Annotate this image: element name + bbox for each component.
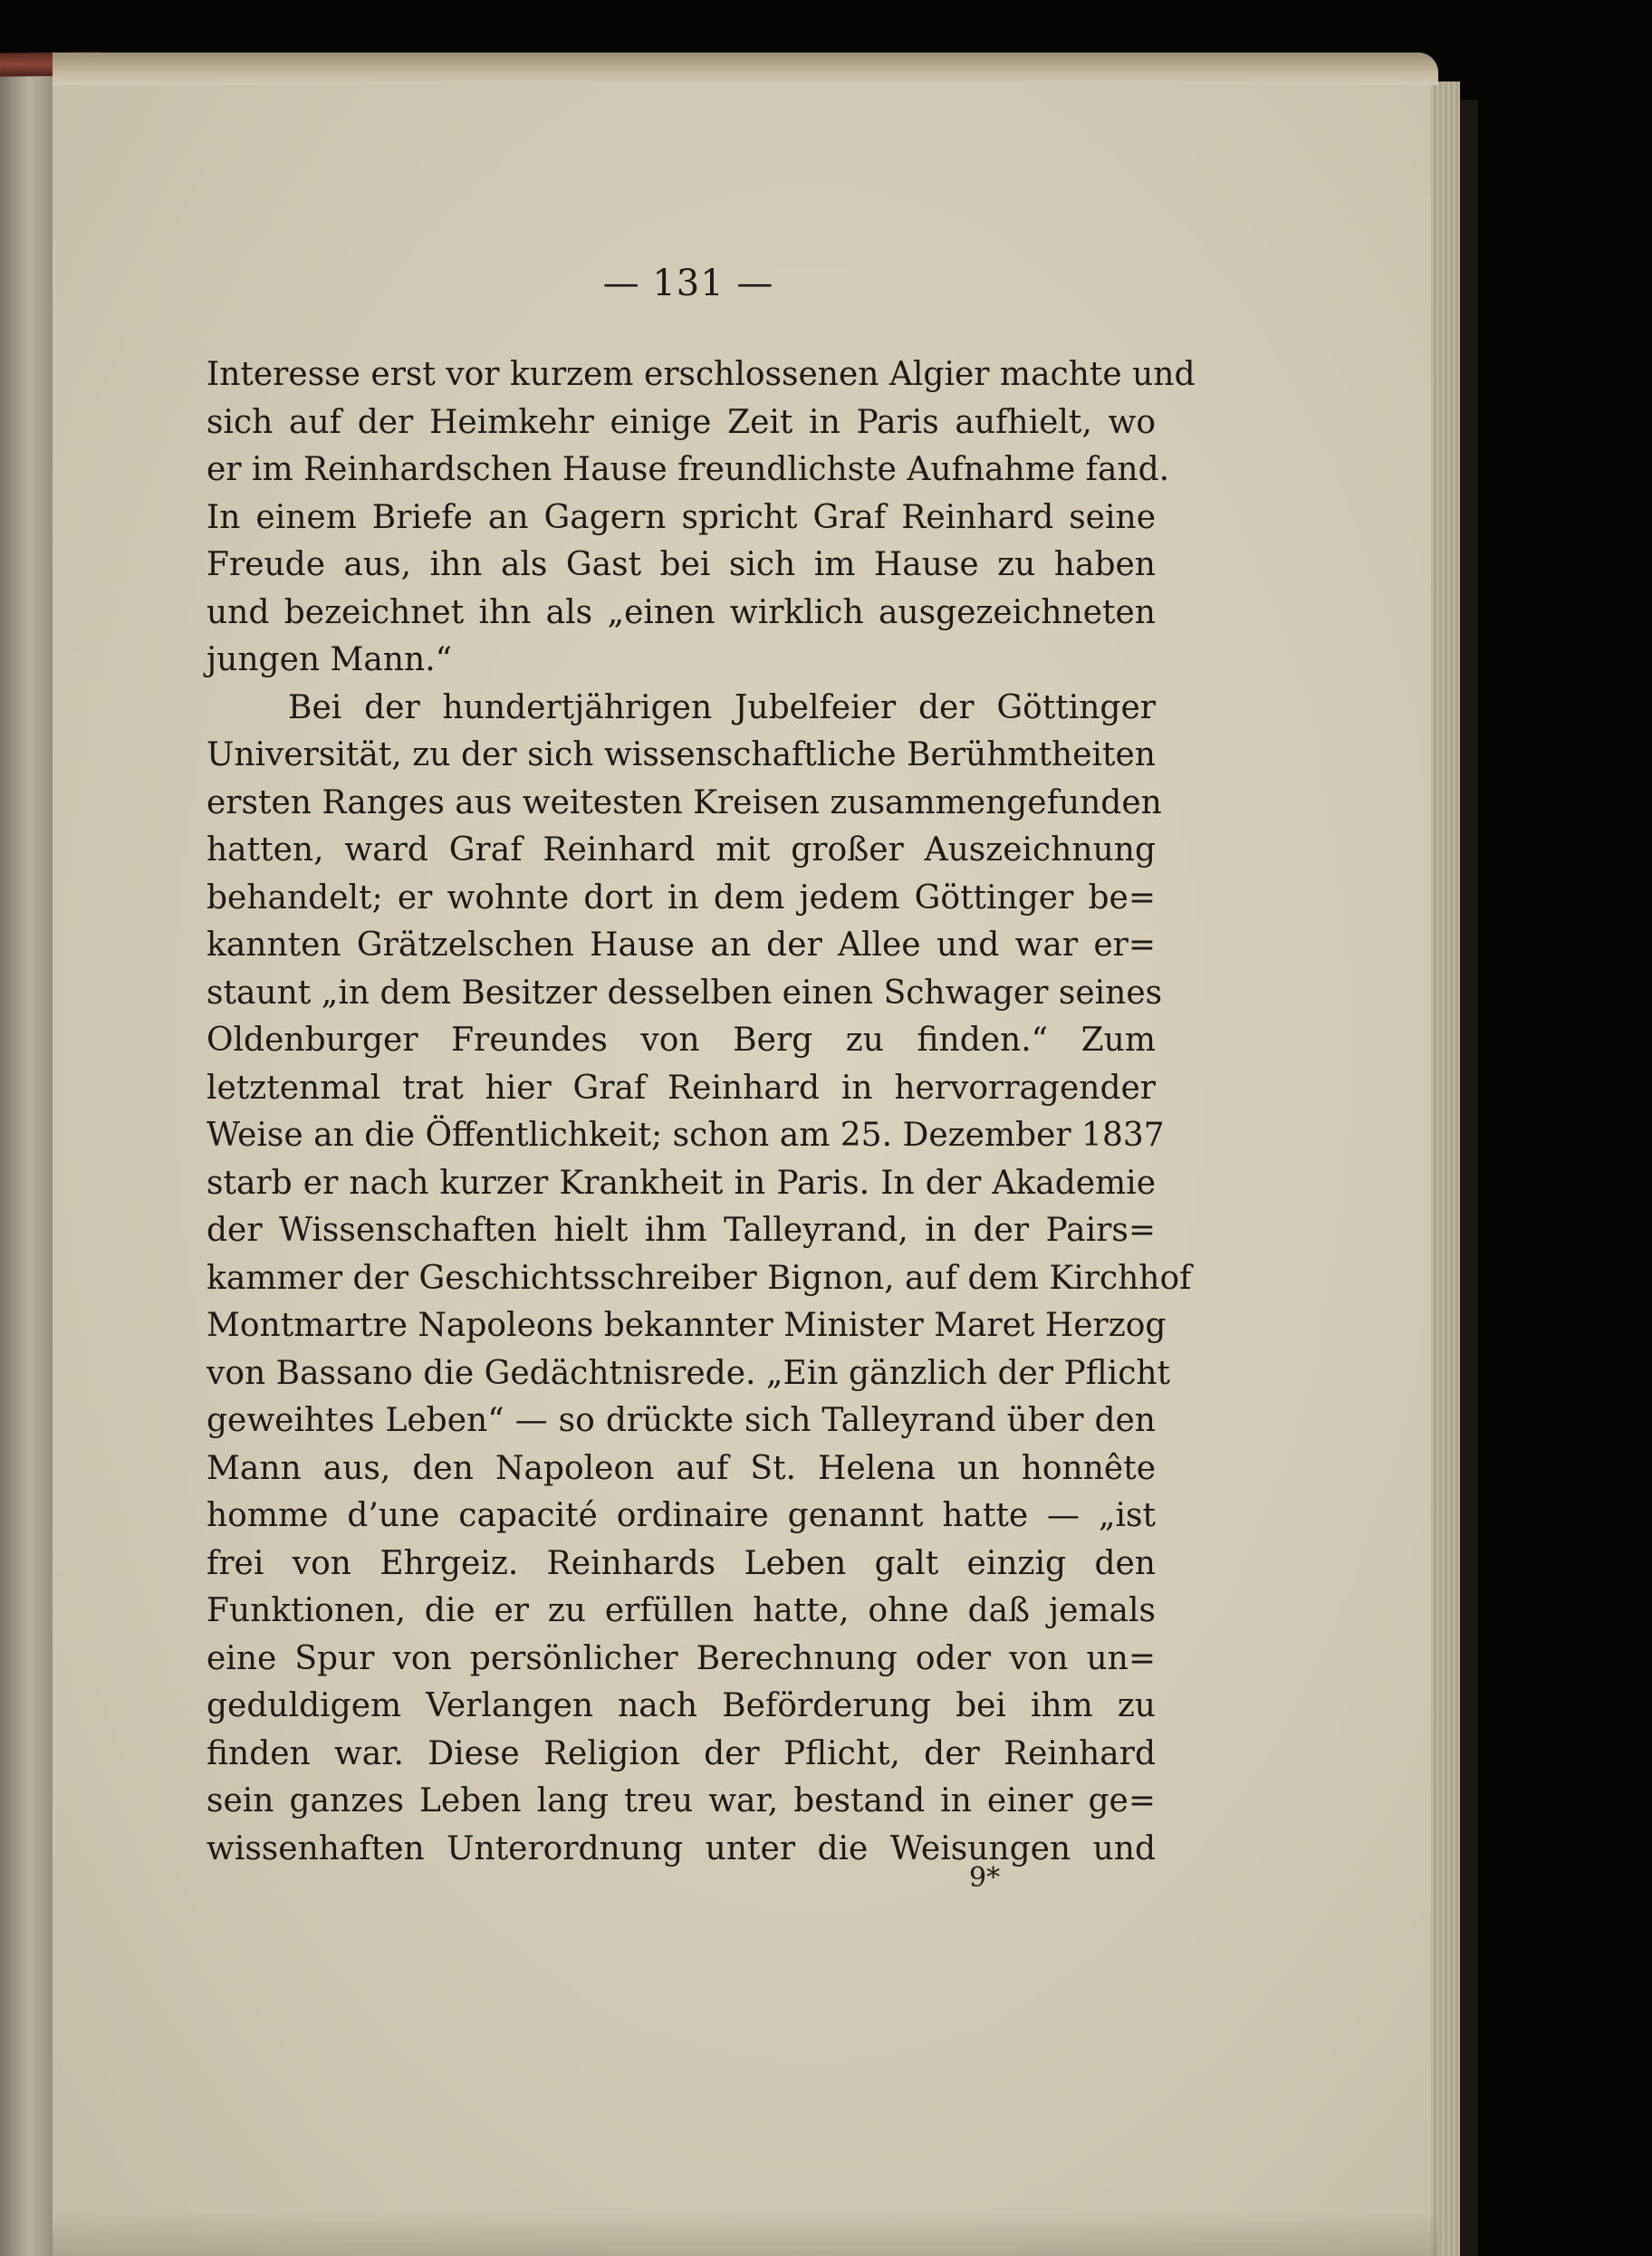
text-line: finden war. Diese Religion der Pflicht, der Reinhard	[206, 1734, 1156, 1772]
text-line: Oldenburger Freundes von Berg zu finden.“ Zum	[206, 1022, 1156, 1059]
text-line: Universität, zu der sich wissenschaftliche Berühmtheiten	[206, 736, 1156, 773]
text-line: homme d’une capacité ordinaire genannt hatte — „ist	[206, 1497, 1156, 1534]
text-line: von Bassano die Gedächtnisrede. „Ein gänzlich der Pflicht	[206, 1354, 1171, 1392]
text-line: starb er nach kurzer Krankheit in Paris. In der Akademie	[206, 1164, 1156, 1202]
text-line: ersten Ranges aus weitesten Kreisen zusammengefunden	[206, 783, 1162, 821]
text-line: sein ganzes Leben lang treu war, bestand in einer ge=	[206, 1782, 1156, 1819]
text-line: sich auf der Heimkehr einige Zeit in Paris aufhielt, wo	[206, 403, 1156, 441]
text-line: staunt „in dem Besitzer desselben einen Schwager seines	[206, 974, 1163, 1012]
text-line: Bei der hundertjährigen Jubelfeier der Göttinger	[288, 688, 1156, 726]
text-line: Funktionen, die er zu erfüllen hatte, ohne daß jemals	[206, 1592, 1156, 1629]
text-line: frei von Ehrgeiz. Reinhards Leben galt einzig den	[206, 1544, 1156, 1582]
text-line: und bezeichnet ihn als „einen wirklich ausgezeichneten	[206, 593, 1156, 631]
text-line: kannten Grätzelschen Hause an der Allee und war er=	[206, 926, 1156, 964]
text-line: Mann aus, den Napoleon auf St. Helena un honnête	[206, 1449, 1156, 1487]
text-line: geweihtes Leben“ — so drückte sich Talleyrand über den	[206, 1402, 1156, 1439]
text-line: behandelt; er wohnte dort in dem jedem Göttinger be=	[206, 878, 1156, 917]
text-line: Freude aus, ihn als Gast bei sich im Hause zu haben	[206, 546, 1156, 583]
text-line: kammer der Geschichtsschreiber Bignon, auf dem Kirchhof	[206, 1259, 1192, 1297]
text-line: eine Spur von persönlicher Berechnung oder von un=	[206, 1639, 1156, 1677]
text-line: er im Reinhardschen Hause freundlichste Aufnahme fand.	[206, 451, 1170, 488]
page-bottom-shade	[53, 2210, 1438, 2256]
page-number: — 131 —	[602, 263, 774, 304]
left-page-edge	[0, 65, 54, 2256]
text-line: der Wissenschaften hielt ihm Talleyrand, in der Pairs=	[206, 1212, 1156, 1249]
text-line: Weise an die Öffentlichkeit; schon am 25. Dezember 1837	[206, 1117, 1165, 1154]
page-stack-shadow	[1460, 100, 1478, 2256]
text-line: wissenhaften Unterordnung unter die Weisungen und	[206, 1829, 1156, 1867]
text-line: letztenmal trat hier Graf Reinhard in hervorragender	[206, 1069, 1156, 1107]
body-text	[206, 351, 1196, 1873]
signature-mark: 9*	[969, 1862, 1001, 1894]
page-top-edge	[53, 53, 1438, 85]
text-line: In einem Briefe an Gagern spricht Graf Reinhard seine	[206, 498, 1156, 536]
text-line: hatten, ward Graf Reinhard mit großer Auszeichnung	[206, 831, 1156, 869]
text-line: Montmartre Napoleons bekannter Minister Maret Herzog	[206, 1307, 1167, 1344]
text-line: jungen Mann.“	[206, 641, 453, 678]
text-line: geduldigem Verlangen nach Beförderung bei ihm zu	[206, 1687, 1156, 1724]
text-line: Interesse erst vor kurzem erschlossenen Algier machte und	[206, 356, 1196, 393]
